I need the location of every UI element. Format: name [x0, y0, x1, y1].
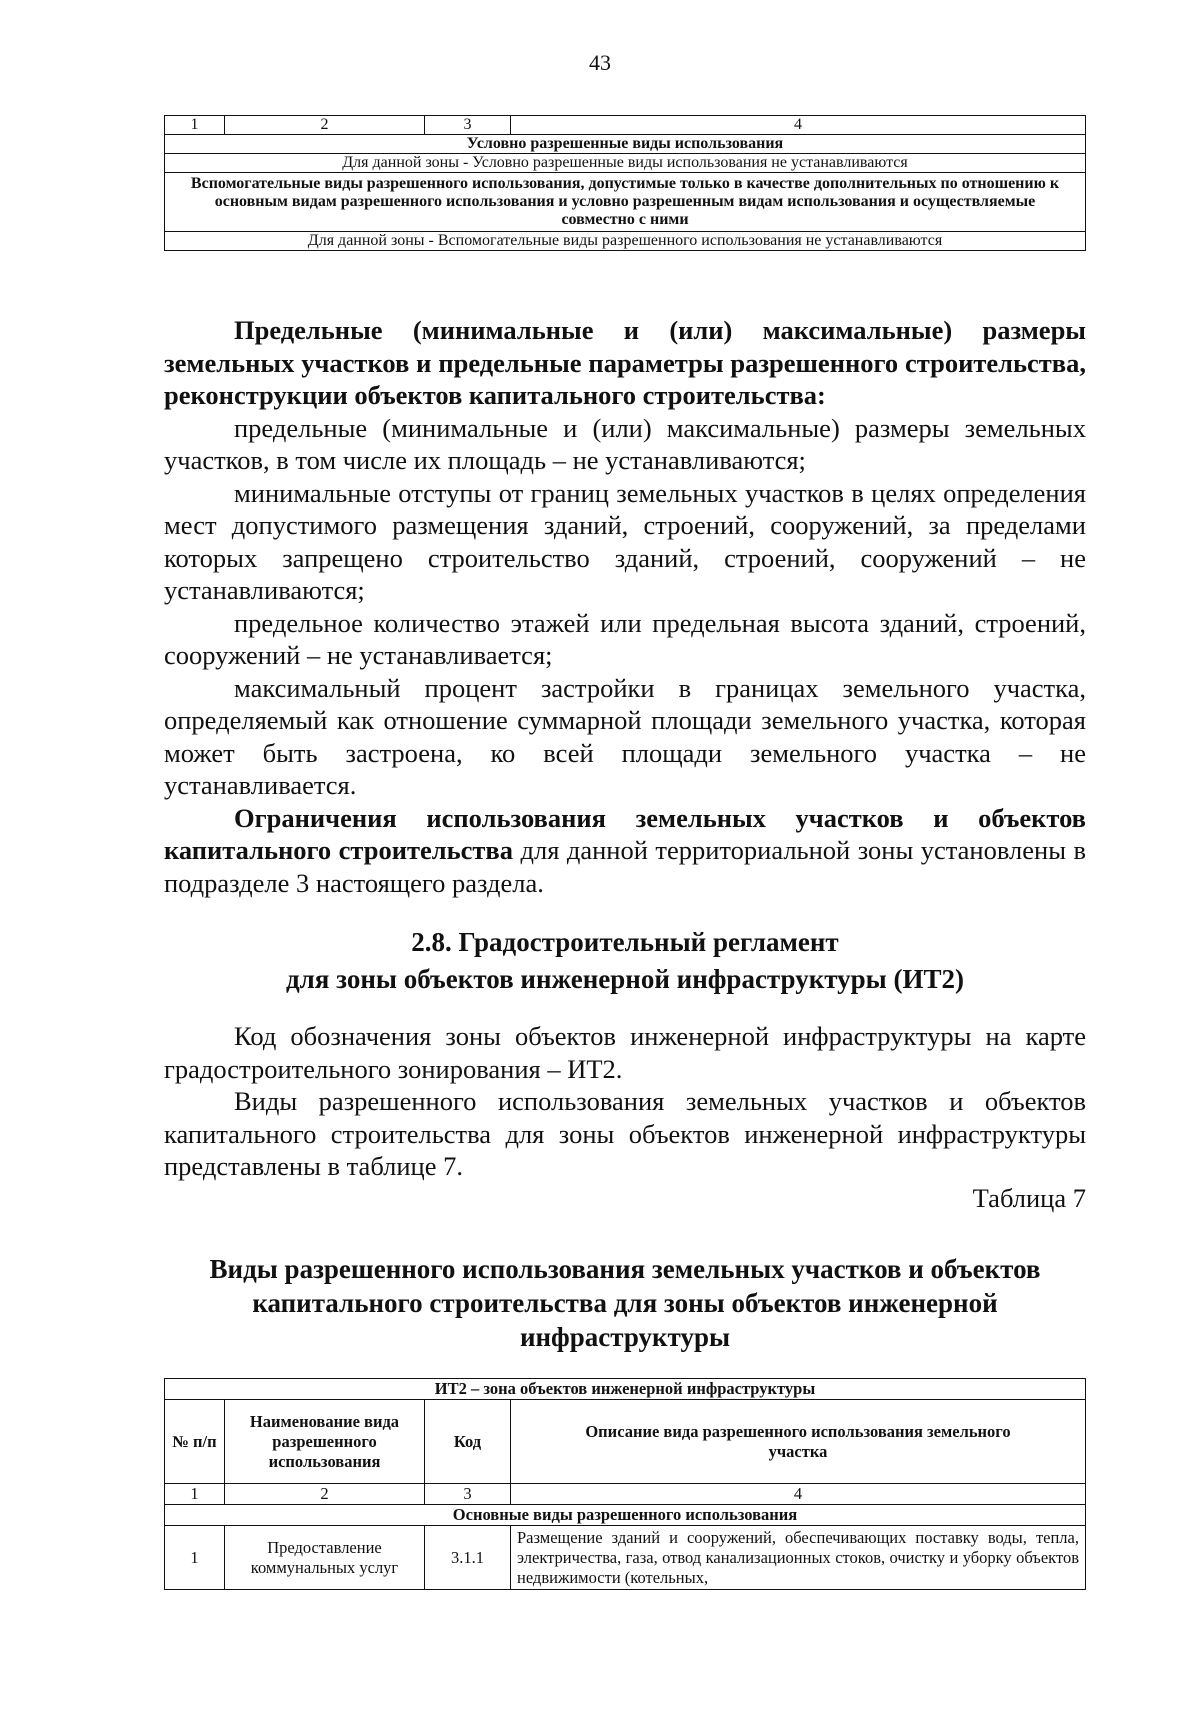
usage-types-paragraph: Виды разрешенного использования земельных участков и объектов капитального строительства для зоны объектов инженерной инфраструктуры представлены в таблице 7.: [164, 1086, 1086, 1181]
table-row: [165, 135, 1086, 154]
column-number: 3: [425, 116, 511, 135]
limits-section: [164, 314, 1086, 899]
table-row: [165, 173, 1086, 232]
top-table: [164, 115, 1086, 251]
restrictions-bold: Ограничения использования земельных участков и объектов капитального строительства: [164, 802, 1086, 865]
table-7: [164, 1378, 1086, 1590]
section-title-line: для зоны объектов инженерной инфраструктуры (ИТ2): [285, 964, 964, 994]
column-header-name: Наименование вида разрешенного использования: [225, 1400, 425, 1484]
table-column-numbers-row: [165, 1484, 1086, 1505]
row-description: Размещение зданий и сооружений, обеспечивающих поставку воды, тепла, электричества, газа, отвод канализационных стоков, очистку и уборку объектов недвижимости (котельных,: [511, 1526, 1086, 1590]
column-number: 2: [225, 116, 425, 135]
section-title: [164, 924, 1086, 998]
table-header-row: [165, 1400, 1086, 1484]
column-number: 4: [511, 116, 1086, 135]
auxiliary-note: Для данной зоны - Вспомогательные виды разрешенного использования не устанавливаются: [165, 232, 1086, 251]
column-header-code: Код: [425, 1400, 511, 1484]
section-body: [164, 1020, 1086, 1183]
limits-item: предельные (минимальные и (или) максимальные) размеры земельных участков, в том числе их площадь – не устанавливаются;: [164, 412, 1086, 475]
zone-header: ИТ2 – зона объектов инженерной инфраструктуры: [165, 1379, 1086, 1400]
table-title: Виды разрешенного использования земельных участков и объектов капитального строительства для зоны объектов инженерной инфраструктуры: [209, 1254, 1041, 1352]
table-zone-row: [165, 1379, 1086, 1400]
group-heading-conditional: Условно разрешенные виды использования: [165, 135, 1086, 154]
column-number: 1: [165, 1484, 225, 1505]
table-header-row: [165, 116, 1086, 135]
row-name: Предоставление коммунальных услуг: [225, 1526, 425, 1590]
row-number: 1: [165, 1526, 225, 1590]
limits-heading: Предельные (минимальные и (или) максимальные) размеры земельных участков и предельные параметры разрешенного строительства, реконструкции объектов капитального строительства:: [164, 315, 1086, 410]
table-row: [165, 154, 1086, 173]
table-row: [165, 1526, 1086, 1590]
limits-item: предельное количество этажей или предельная высота зданий, строений, сооружений – не устанавливается;: [164, 607, 1086, 670]
column-header-number: № п/п: [165, 1400, 225, 1484]
column-header-description: Описание вида разрешенного использования земельного участка: [511, 1400, 1086, 1484]
column-number: 4: [511, 1484, 1086, 1505]
limits-item: минимальные отступы от границ земельных участков в целях определения мест допустимого размещения зданий, строений, сооружений, за пределами которых запрещено строительство зданий, строений, сооружений – не устанавливаются;: [164, 477, 1086, 605]
section-title-line: 2.8. Градостроительный регламент: [411, 927, 839, 957]
column-number: 2: [225, 1484, 425, 1505]
group-heading-auxiliary: Вспомогательные виды разрешенного использования, допустимые только в качестве дополнительных по отношению к основным видам разрешенного использования и условно разрешенным видам использования и осуществляемые совместно с ними: [165, 173, 1086, 232]
table-row: [165, 232, 1086, 251]
column-number: 1: [165, 116, 225, 135]
table-group-row: [165, 1505, 1086, 1526]
restrictions-rest: для данной территориальной зоны установлены в подразделе 3 настоящего раздела.: [164, 835, 1086, 898]
row-code: 3.1.1: [425, 1526, 511, 1590]
zone-code-paragraph: Код обозначения зоны объектов инженерной инфраструктуры на карте градостроительного зонирования – ИТ2.: [164, 1021, 1086, 1084]
page-number: 43: [589, 50, 611, 75]
conditional-note: Для данной зоны - Условно разрешенные виды использования не устанавливаются: [165, 154, 1086, 173]
column-number: 3: [425, 1484, 511, 1505]
limits-item: максимальный процент застройки в границах земельного участка, определяемый как отношение суммарной площади земельного участка, которая может быть застроена, ко всей площади земельного участка – не устанавливается.: [164, 672, 1086, 800]
group-heading-main: Основные виды разрешенного использования: [165, 1505, 1086, 1526]
table-label: Таблица 7: [972, 1183, 1086, 1213]
restrictions-paragraph: [164, 802, 1086, 900]
